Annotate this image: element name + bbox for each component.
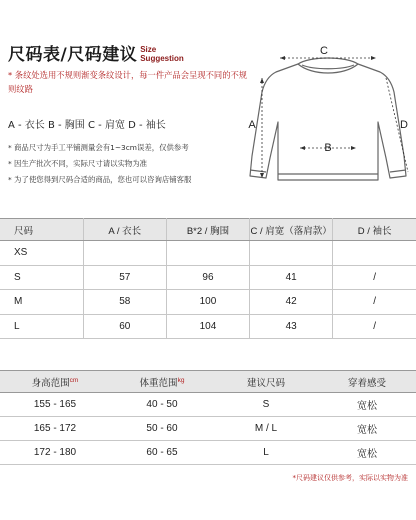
subtitle-line-1: Size [140, 45, 157, 54]
cell: 60 - 65 [110, 441, 214, 465]
page-subtitle-en [140, 45, 184, 65]
size-table [0, 218, 416, 339]
cell: S [214, 393, 318, 417]
cell: 42 [250, 290, 333, 315]
col-header [0, 371, 110, 393]
cell: XS [0, 241, 83, 266]
note-item: * 为了使您得到尺码合适的商品，您也可以咨询店铺客服 [8, 175, 192, 184]
cell [333, 241, 416, 266]
sweater-outline-icon [240, 44, 416, 204]
col-header-label: 身高范围 [31, 377, 70, 389]
cell: 宽松 [318, 393, 416, 417]
col-header: 尺码 [0, 219, 83, 241]
cell: 57 [83, 265, 166, 290]
table-row [0, 441, 416, 465]
cell: 43 [250, 314, 333, 339]
cell: 172 - 180 [0, 441, 110, 465]
label-a: A [248, 119, 256, 131]
cell: / [333, 265, 416, 290]
cell: 41 [250, 265, 333, 290]
col-header [110, 371, 214, 393]
notes-list [8, 140, 191, 188]
col-header: 建议尺码 [214, 371, 318, 393]
page-title: 尺码表/尺码建议 [8, 45, 138, 65]
col-header: D / 袖长 [333, 219, 416, 241]
table-row [0, 314, 416, 339]
unit-label: kg [177, 376, 185, 384]
col-header: C / 肩宽（落肩款） [250, 219, 333, 241]
col-header: B*2 / 胸围 [166, 219, 249, 241]
note-item: * 商品尺寸为手工平铺测量会有1~3cm误差，仅供参考 [8, 143, 189, 152]
table-row [0, 241, 416, 266]
table-row [0, 417, 416, 441]
cell: L [0, 314, 83, 339]
cell: 155 - 165 [0, 393, 110, 417]
cell [250, 241, 333, 266]
table-row [0, 265, 416, 290]
size-chart-title [8, 40, 184, 65]
cell: M [0, 290, 83, 315]
col-header-label: 体重范围 [139, 377, 178, 389]
col-header: A / 衣长 [83, 219, 166, 241]
cell: 宽松 [318, 417, 416, 441]
unit-label: cm [69, 376, 79, 384]
cell: / [333, 314, 416, 339]
note-item: * 因生产批次不同，实际尺寸请以实物为准 [8, 159, 148, 168]
cell: L [214, 441, 318, 465]
cell: / [333, 290, 416, 315]
cell [166, 241, 249, 266]
cell: 宽松 [318, 441, 416, 465]
subtitle-line-2: Suggestion [140, 54, 184, 63]
sweater-diagram [240, 44, 416, 204]
cell: 50 - 60 [110, 417, 214, 441]
label-b: B [324, 142, 332, 154]
table-header-row [0, 219, 416, 241]
cell: M / L [214, 417, 318, 441]
cell: 100 [166, 290, 249, 315]
table-header-row [0, 371, 416, 393]
label-d: D [400, 119, 408, 131]
table-row [0, 290, 416, 315]
col-header: 穿着感受 [318, 371, 416, 393]
cell: 58 [83, 290, 166, 315]
cell: S [0, 265, 83, 290]
table-row [0, 393, 416, 417]
cell [83, 241, 166, 266]
cell: 104 [166, 314, 249, 339]
measurement-legend: A - 衣长 B - 胸围 C - 肩宽 D - 袖长 [8, 120, 166, 131]
cell: 96 [166, 265, 249, 290]
cell: 40 - 50 [110, 393, 214, 417]
footnote: *尺码建议仅供参考，实际以实物为准 [292, 474, 408, 482]
size-suggestion-table [0, 370, 416, 465]
stripe-notice: * 条纹处选用不规则渐变条纹设计，每一件产品会呈现不同的不规则纹路 [8, 70, 248, 94]
cell: 60 [83, 314, 166, 339]
cell: 165 - 172 [0, 417, 110, 441]
label-c: C [320, 45, 328, 57]
